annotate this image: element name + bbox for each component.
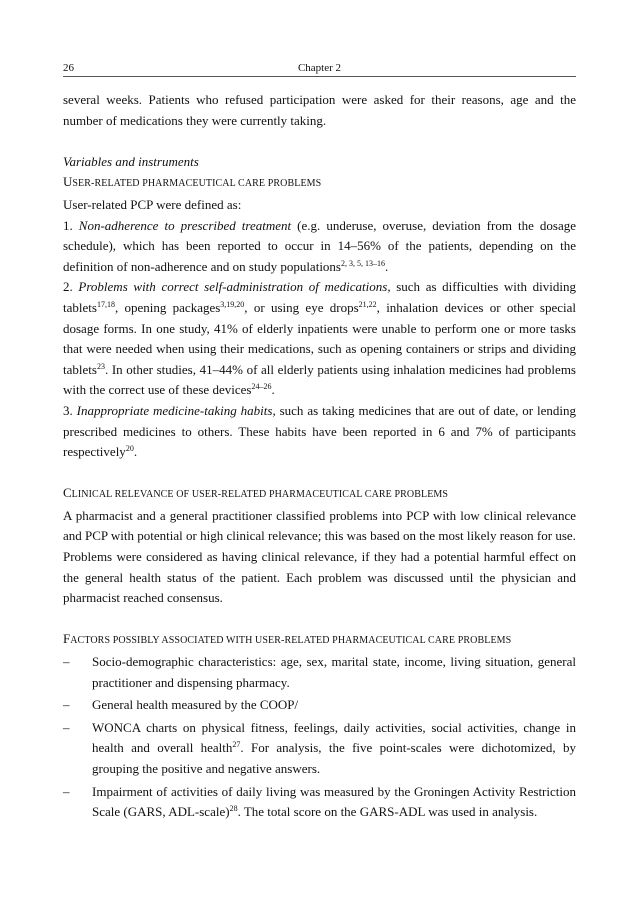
intro-paragraph: several weeks. Patients who refused participation were asked for their reasons, age and the number of medications they were currently taking. (63, 92, 576, 128)
citation: 2, 3, 5, 13–16 (341, 258, 385, 268)
page-number: 26 (63, 62, 74, 74)
list-item: – Impairment of activities of daily living was measured by the Groningen Activity Restriction Scale (GARS, ADL-scale)$^{28}$. The total score on the GARS-ADL was used in analysis. (63, 783, 576, 820)
factors-list (63, 652, 576, 823)
list-item: – General health measured by the COOP/ (63, 697, 299, 713)
clinical-heading: CLINICAL RELEVANCE OF USER-RELATED PHARMACEUTICAL CARE PROBLEMS (63, 485, 449, 501)
chapter-title: Chapter 2 (297, 62, 342, 74)
list-item-self-administration: 2. Problems with correct self-administration of medications, such as difficulties with dividing tablets$^{17,18}$, opening packages$^{3,19,20}$, or using eye drops$^{21,22}$, inhalation devices or other special dosage forms. In one study, 41% of elderly inpatients were unable to perform one or more tasks that were needed when using their medications, such as opening containers or strips and dividing tablets$^{23}$. In other studies, 41–44% of all elderly patients using inhalation medicines had problems with the correct use of these devices$^{24-26}$. (63, 279, 577, 398)
variables-heading: Variables and instruments (63, 153, 199, 169)
list-item-habits: 3. Inappropriate medicine-taking habits, such as taking medicines that are out of date, or lending prescribed medicines to others. These habits have been reported in 6 and 7% of participants respectively$^{20}$. (63, 402, 576, 460)
citation: 24–26 (251, 382, 272, 392)
factors-heading: FACTORS POSSIBLY ASSOCIATED WITH USER-RELATED PHARMACEUTICAL CARE PROBLEMS (63, 631, 512, 647)
page-body (63, 90, 576, 825)
clinical-paragraph-1: A pharmacist and a general practitioner classified problems into PCP with low clinical relevance and PCP with potential or high clinical relevance; this was based on the most likely reason for use. (63, 507, 576, 544)
citation: 23 (96, 361, 105, 371)
user-pcp-heading: USER-RELATED PHARMACEUTICAL CARE PROBLEMS (63, 174, 322, 190)
clinical-paragraph-2: Problems were considered as having clinical relevance, if they had a potential harmful effect on the general health status of the patient. Each problem was discussed until the physician and pharmacist reached consensus. (63, 549, 576, 606)
citation: 21,22 (358, 299, 377, 309)
citation: 28 (229, 804, 238, 814)
citation: 27 (232, 740, 241, 750)
page-header (63, 61, 576, 77)
list-item-non-adherence: 1. Non-adherence to prescribed treatment (e.g. underuse, overuse, deviation from the dosage schedule), which has been reported to occur in 14–56% of the patients, depending on the definition of non-adherence and on study populations$^{2, 3, 5, 13-16}$. (63, 217, 576, 274)
user-pcp-definition: User-related PCP were defined as: (63, 196, 242, 212)
citation: 20 (125, 444, 134, 454)
list-item: – Socio-demographic characteristics: age, sex, marital state, income, living situation, general practitioner and dispensing pharmacy. (63, 654, 576, 690)
citation: 3,19,20 (220, 299, 245, 309)
citation: 17,18 (96, 299, 115, 309)
list-item: – WONCA charts on physical fitness, feelings, daily activities, social activities, change in health and overall health$^{27}$. For analysis, the five point-scales were dichotomized, by grouping the positive and negative answers. (63, 719, 576, 776)
